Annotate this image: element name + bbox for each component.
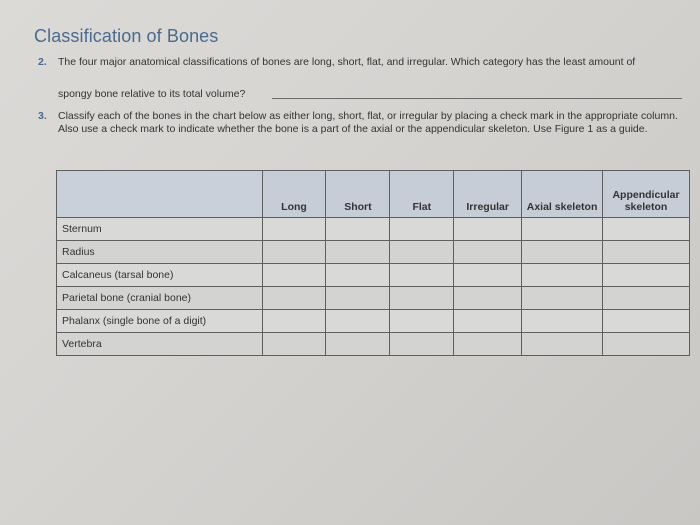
checkmark-cell[interactable] [390,287,454,310]
column-header: Short [326,171,390,218]
column-header: Irregular [454,171,522,218]
page-title: Classification of Bones [34,26,219,46]
checkmark-cell[interactable] [262,218,326,241]
column-header: Flat [390,171,454,218]
checkmark-cell[interactable] [603,241,690,264]
checkmark-cell[interactable] [326,241,390,264]
column-header: Appendicular skeleton [603,171,690,218]
bone-name-cell: Calcaneus (tarsal bone) [57,264,263,287]
bone-name-cell: Parietal bone (cranial bone) [57,287,263,310]
bone-name-cell: Vertebra [57,333,263,356]
checkmark-cell[interactable] [390,333,454,356]
checkmark-cell[interactable] [262,287,326,310]
question-2 [38,56,683,69]
checkmark-cell[interactable] [390,241,454,264]
question-2-text-cont: spongy bone relative to its total volume? [58,88,246,100]
table-row [57,264,690,287]
checkmark-cell[interactable] [326,264,390,287]
table-row [57,287,690,310]
checkmark-cell[interactable] [262,310,326,333]
checkmark-cell[interactable] [390,264,454,287]
checkmark-cell[interactable] [326,310,390,333]
header-blank-cell [57,171,263,218]
checkmark-cell[interactable] [326,287,390,310]
answer-blank-line[interactable] [272,98,682,99]
bone-name-cell: Sternum [57,218,263,241]
checkmark-cell[interactable] [603,310,690,333]
checkmark-cell[interactable] [454,264,522,287]
question-2-text: The four major anatomical classifications of bones are long, short, flat, and irregular. Which category has the least amount of [58,56,636,68]
checkmark-cell[interactable] [326,333,390,356]
checkmark-cell[interactable] [454,287,522,310]
table-row [57,241,690,264]
table-row [57,218,690,241]
question-3-text: Classify each of the bones in the chart below as either long, short, flat, or irregular by placing a check mark in the appropriate column. Also use a check mark to indicate whether the bone is a part of the axial or the appendicular skeleton. Use Figure 1 as a guide. [58,110,678,135]
checkmark-cell[interactable] [603,333,690,356]
checkmark-cell[interactable] [603,287,690,310]
question-2-number: 2. [38,56,47,68]
column-header: Long [262,171,326,218]
table-row [57,333,690,356]
checkmark-cell[interactable] [390,310,454,333]
bone-name-cell: Radius [57,241,263,264]
checkmark-cell[interactable] [454,241,522,264]
table-header-row [57,171,690,218]
bone-name-cell: Phalanx (single bone of a digit) [57,310,263,333]
checkmark-cell[interactable] [326,218,390,241]
column-header: Axial skeleton [522,171,603,218]
question-2-continued [58,88,698,101]
question-3-number: 3. [38,110,47,122]
checkmark-cell[interactable] [603,218,690,241]
table-row [57,310,690,333]
checkmark-cell[interactable] [454,333,522,356]
checkmark-cell[interactable] [603,264,690,287]
checkmark-cell[interactable] [522,287,603,310]
checkmark-cell[interactable] [522,264,603,287]
question-3 [38,110,688,136]
checkmark-cell[interactable] [262,264,326,287]
checkmark-cell[interactable] [522,218,603,241]
checkmark-cell[interactable] [522,241,603,264]
checkmark-cell[interactable] [522,333,603,356]
checkmark-cell[interactable] [454,310,522,333]
bone-classification-table [56,170,690,356]
checkmark-cell[interactable] [390,218,454,241]
checkmark-cell[interactable] [454,218,522,241]
checkmark-cell[interactable] [262,241,326,264]
checkmark-cell[interactable] [522,310,603,333]
checkmark-cell[interactable] [262,333,326,356]
